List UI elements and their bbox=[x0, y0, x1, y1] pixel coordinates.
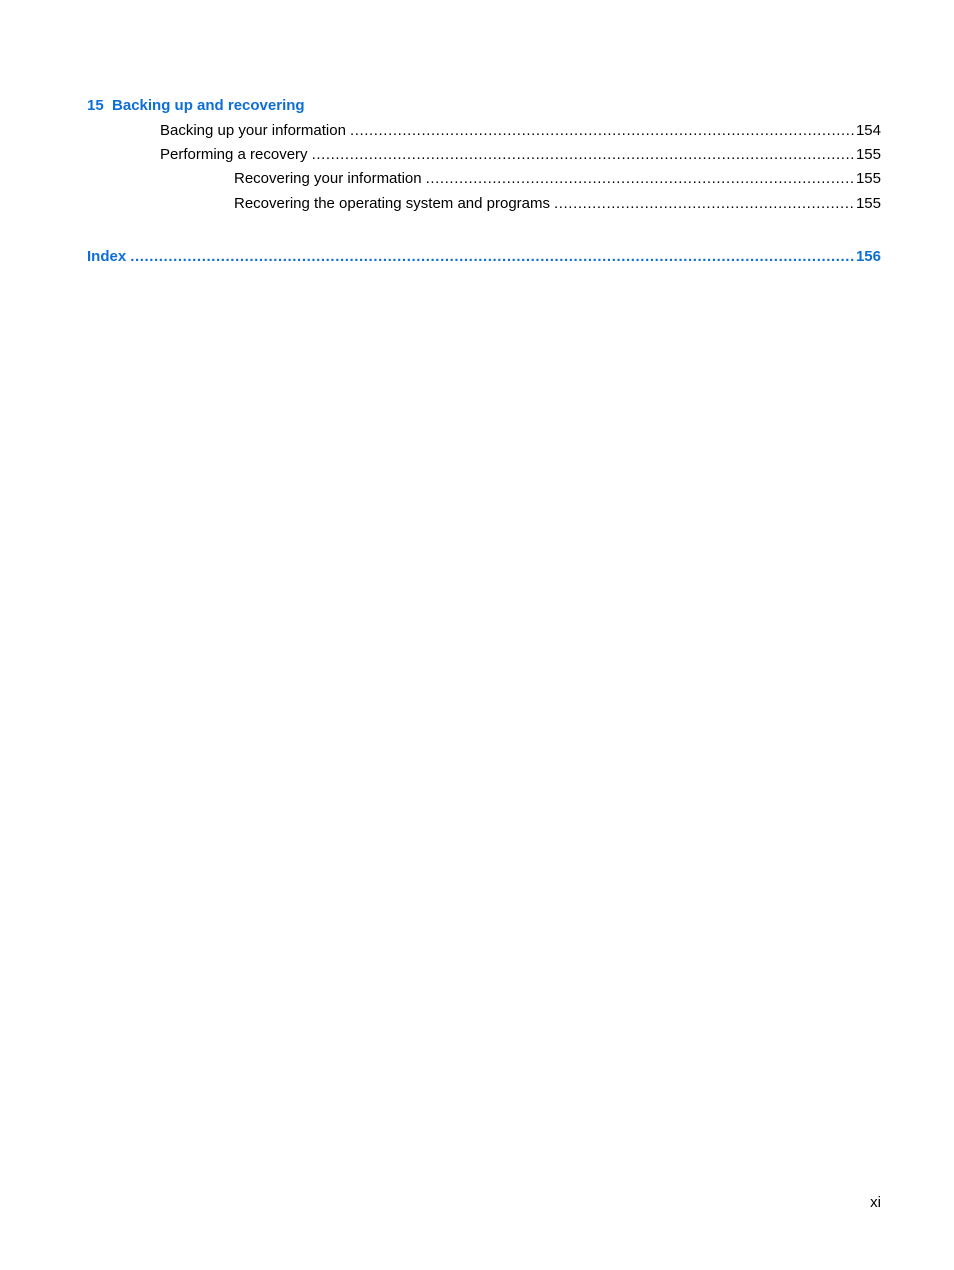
toc-entry-recovering-the-operating-system[interactable] bbox=[234, 194, 881, 214]
toc-entry-page: 154 bbox=[855, 122, 881, 139]
toc-entry-page: 155 bbox=[855, 195, 881, 212]
toc-entry-label: Recovering your information bbox=[234, 170, 422, 187]
toc-entry-backing-up-your-information[interactable] bbox=[160, 121, 881, 141]
toc-entry-label: Index bbox=[87, 248, 127, 265]
toc-entry-page: 155 bbox=[855, 146, 881, 163]
chapter-heading[interactable]: 15 Backing up and recovering bbox=[87, 97, 305, 114]
toc-entry-label: Performing a recovery bbox=[160, 146, 308, 163]
dot-leader bbox=[130, 247, 854, 267]
dot-leader bbox=[350, 121, 854, 141]
toc-entry-recovering-your-information[interactable] bbox=[234, 169, 881, 189]
dot-leader bbox=[554, 194, 854, 214]
footer-page-number: xi bbox=[870, 1194, 881, 1211]
toc-entry-performing-a-recovery[interactable] bbox=[160, 145, 881, 165]
dot-leader bbox=[312, 145, 854, 165]
toc-entry-label: Backing up your information bbox=[160, 122, 346, 139]
dot-leader bbox=[426, 169, 854, 189]
toc-entry-index[interactable] bbox=[87, 247, 881, 267]
toc-entry-page: 156 bbox=[855, 248, 881, 265]
toc-entry-page: 155 bbox=[855, 170, 881, 187]
toc-entry-label: Recovering the operating system and programs bbox=[234, 195, 550, 212]
